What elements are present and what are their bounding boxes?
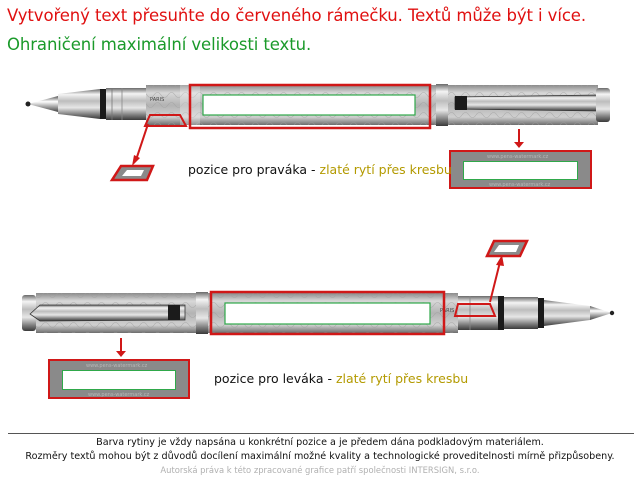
- watermark-text: www.pens-watermark.cz: [88, 392, 150, 398]
- pen-tip: [28, 96, 58, 112]
- footer-divider: [8, 433, 634, 434]
- pen-brand-mark: PARIS: [440, 308, 455, 314]
- instruction-move-text: Vytvořený text přesuňte do červeného rámečku. Textů může být i více.: [7, 6, 586, 25]
- position-right-label: pozice pro praváka: [188, 162, 308, 177]
- cap-text-limit-left: [62, 370, 176, 390]
- footer-copyright: Autorská práva k této zpracované grafice patří společnosti INTERSIGN, s.r.o.: [160, 465, 480, 475]
- engraving-note-right: zlaté rytí přes kresbu: [319, 162, 452, 177]
- engraving-note-left: zlaté rytí přes kresbu: [335, 371, 469, 386]
- footer-color-note: Barva rytiny je vždy napsána u konkrétní pozice a je předem dána podkladovým materiálem.: [96, 437, 544, 448]
- watermark-text: www.pens-watermark.cz: [487, 154, 549, 160]
- text-limit-barrel-left: [225, 303, 430, 324]
- arrow-grip-right: [136, 124, 148, 160]
- watermark-text: www.pens-watermark.cz: [489, 182, 551, 188]
- footer-size-note: Rozměry textů mohou být z důvodů docílení maximální možné kvality a technologické proveditelnosti mírně přizpůsobeny.: [25, 451, 615, 462]
- instruction-size-limit: Ohraničení maximální velikosti textu.: [7, 35, 312, 54]
- cap-preview-frame-left: [48, 359, 190, 399]
- position-right-hand: pozice pro praváka - zlaté rytí přes kresbu: [188, 162, 452, 177]
- cap-preview-frame-right: [449, 150, 592, 189]
- text-limit-barrel-right: [203, 95, 415, 115]
- cap-text-limit-right: [463, 161, 578, 180]
- pen-brand-mark: PARIS: [150, 97, 165, 103]
- watermark-text: www.pens-watermark.cz: [86, 363, 148, 369]
- position-left-label: pozice pro leváka: [214, 371, 324, 386]
- position-left-hand: pozice pro leváka - zlaté rytí přes kresbu: [214, 371, 469, 386]
